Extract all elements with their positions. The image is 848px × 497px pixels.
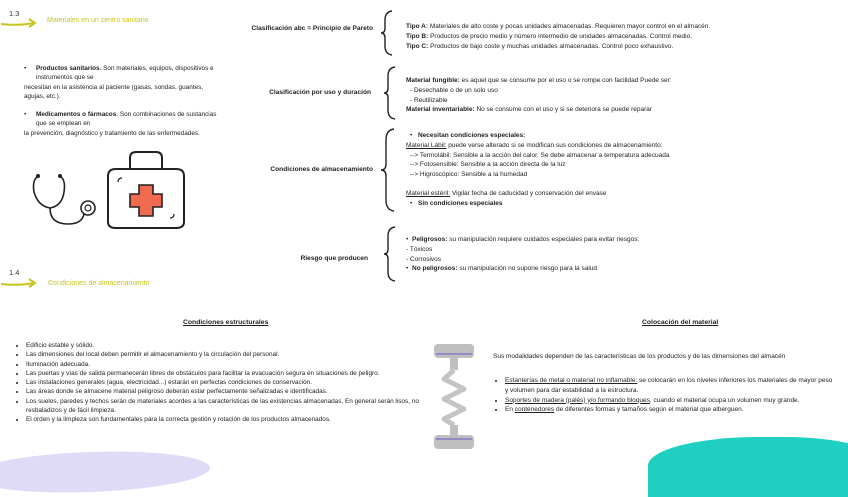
no-peligrosos-bold: No peligrosos: (412, 265, 458, 273)
item-text: agujas, etc.). (24, 92, 61, 100)
type-bold: Tipo A: (406, 23, 429, 30)
type-text: Productos de precio medio y número intermedio de unidades almacenadas. Control medio. (428, 32, 693, 40)
fungible-sub: - Reutilizable (410, 96, 448, 104)
list-item (505, 376, 833, 396)
shelf-spring-icon (432, 341, 476, 456)
placement-list (493, 376, 833, 415)
risk-sub: - Tóxicos (406, 245, 433, 253)
labil-sub: --> Higroscópico: Sensible a la humedad (410, 171, 528, 178)
abc-types (406, 22, 846, 51)
materials-list (26, 64, 246, 138)
list-item: • Edificio estable y sólido. (26, 341, 430, 350)
type-text: Productos de bajo coste y muchas unidades almacenadas. Control poco exhaustivo. (428, 42, 674, 50)
inventariable-text: No se consume con el uso y si se deteriora se puede reparar (474, 106, 653, 114)
brace-icon (383, 226, 397, 285)
labil-label: Material Lábil: (406, 141, 447, 149)
list-item: • Las instalaciones generales (agua, electricidad...) estarán en perfectas condiciones de conservación. (26, 378, 430, 387)
fungible-text: es aquel que se consume por el uso o se rompe con facilidad Puede ser: (459, 77, 672, 84)
item-text: instrumentos que se (36, 74, 94, 82)
fungible-bold: Material fungible: (406, 77, 460, 84)
item-bold: Medicamentos o fármacos (36, 111, 117, 119)
risk-sub: - Corrosivos (406, 255, 442, 263)
structural-heading: Condiciones estructurales (183, 319, 269, 326)
placement-heading: Colocación del material (642, 319, 719, 326)
section-arrow-icon (0, 16, 38, 30)
classification-label-almacenamiento: Condiciones de almacenamiento (270, 166, 373, 173)
item-text: se colocarán en los niveles inferiores los materiales de mayor peso y volumen para dar estabilidad a la estructura. (505, 377, 833, 394)
item-underlined: Estanterías de metal o material no inflamable: (505, 377, 638, 384)
almacenamiento-content: • Necesitan condiciones especiales: Material Lábil: puede verse alterado si se modifican sus condiciones de almacenamiento: --> Termolábil: Sensible a la acción del calor. Se debe almacenar a temperatura adecuada --> Fotosensible: Sensible a la acción directa de la luz --> Higroscópico: Sensible a la humedad Material estéril: Vigilar fecha de caducidad y conservación del envase • Sin condiciones especiales (406, 131, 846, 208)
list-item: • Los suelos, paredes y techos serán de materiales acordes a las características de las existencias almacenadas. En general serán lisos, no resbaladizos y de fácil limpieza. (26, 397, 430, 416)
list-item: • Las dimensiones del local deben permitir el almacenamiento y la circulación del personal. (26, 350, 430, 359)
decorative-blob-lavender (0, 448, 211, 496)
item-underlined: contenedores (514, 406, 555, 414)
classification-label-uso: Clasificación por uso y duración (269, 89, 371, 96)
item-text: que se emplean en (36, 120, 91, 128)
item-text: , cuando el material ocupa un volumen muy grande. (649, 396, 800, 404)
item-text: . Son materiales, equipos, dispositivos e (99, 65, 214, 72)
section-number-1-4: 1.4 (9, 268, 20, 277)
classification-label-riesgo: Riesgo que producen (300, 255, 368, 262)
fungible-sub: - Desechable o de un solo uso (410, 86, 498, 94)
type-a (406, 22, 846, 32)
type-bold: Tipo B: (406, 32, 429, 40)
structural-list (14, 341, 430, 425)
need-bullet: Necesitan condiciones especiales: (418, 132, 526, 139)
item-text: necesitan en la asistencia al paciente (gasas, sondas, guantes, (24, 83, 204, 91)
sin-bullet: Sin condiciones especiales (418, 199, 503, 207)
list-item: • Medicamentos o fármacos. Son combinaciones de sustancias que se emplean en la prevención, diagnóstico y tratamiento de las enfermedades. (26, 110, 246, 138)
type-text: Materiales de alto coste y pocas unidades almacenadas. Requieren mayor control en el almacén. (428, 23, 711, 30)
inventariable-bold: Material inventariable: (406, 106, 475, 114)
stethoscope-icon (28, 172, 100, 237)
item-underlined: Soportes de madera (palés) y/o formando bloques (505, 396, 650, 404)
esteril-label: Material estéril: (406, 189, 451, 197)
no-peligrosos-text: su manipulación no supone riesgo para la salud (457, 265, 597, 273)
type-b (406, 32, 846, 42)
list-item: • El orden y la limpieza son fundamentales para la correcta gestión y rotación de los productos almacenados. (26, 415, 430, 424)
list-item: • Iluminación adecuada. (26, 360, 430, 369)
decorative-blob-teal (648, 437, 848, 497)
brace-icon (380, 10, 394, 59)
labil-sub: --> Fotosensible: Sensible a la acción directa de la luz (410, 161, 566, 169)
placement-intro: Sus modalidades dependen de las características de los productos y de las dimensiones del almacén (493, 353, 786, 360)
riesgo-content: • Peligrosos: su manipulación requiere cuidados especiales para evitar riesgos: - Tóxicos - Corrosivos • No peligrosos: su manipulación no supone riesgo para la salud (406, 235, 846, 274)
labil-text: puede verse alterado si se modifican sus condiciones de almacenamiento: (446, 141, 663, 149)
peligrosos-bold: Peligrosos: (412, 236, 448, 243)
section-arrow-icon (0, 276, 38, 290)
item-bold: Productos sanitarios (36, 65, 100, 72)
list-item: • Las áreas donde se almacene material peligroso deberán estar perfectamente señalizadas e identificadas. (26, 387, 430, 396)
brace-icon (383, 66, 397, 123)
type-bold: Tipo C: (406, 42, 429, 50)
peligrosos-text: su manipulación requiere cuidados especiales para evitar riesgos: (447, 236, 640, 243)
classification-label-abc: Clasificación abc = Principio de Pareto (251, 25, 373, 32)
uso-content (406, 76, 846, 115)
section-number-1-3: 1.3 (9, 9, 20, 18)
item-text: la prevención, diagnóstico y tratamiento de las enfermedades. (24, 129, 200, 137)
item-text: . Son combinaciones de sustancias (116, 111, 217, 119)
list-item (505, 405, 833, 415)
first-aid-kit-icon (104, 136, 188, 235)
item-text: En (505, 406, 515, 414)
section-title-materiales: Materiales en un centro sanitario (47, 17, 149, 24)
esteril-text: Vigilar fecha de caducidad y conservación del envase (450, 189, 607, 197)
item-text: de diferentes formas y tamaños según el material que alberguen. (554, 406, 744, 414)
list-item: • Productos sanitarios. Son materiales, equipos, dispositivos e instrumentos que se necesitan en la asistencia al paciente (gasas, sondas, guantes, agujas, etc.). (26, 64, 246, 101)
list-item (505, 396, 833, 406)
section-title-condiciones: Condiciones de almacenamiento (48, 280, 150, 287)
brace-icon (380, 128, 396, 215)
list-item: • Las puertas y vías de salida permanecerán libres de obstáculos para facilitar la evacuación segura en situaciones de peligro. (26, 369, 430, 378)
type-c (406, 42, 846, 52)
labil-sub: --> Termolábil: Sensible a la acción del calor. Se debe almacenar a temperatura adecuada (410, 151, 670, 159)
